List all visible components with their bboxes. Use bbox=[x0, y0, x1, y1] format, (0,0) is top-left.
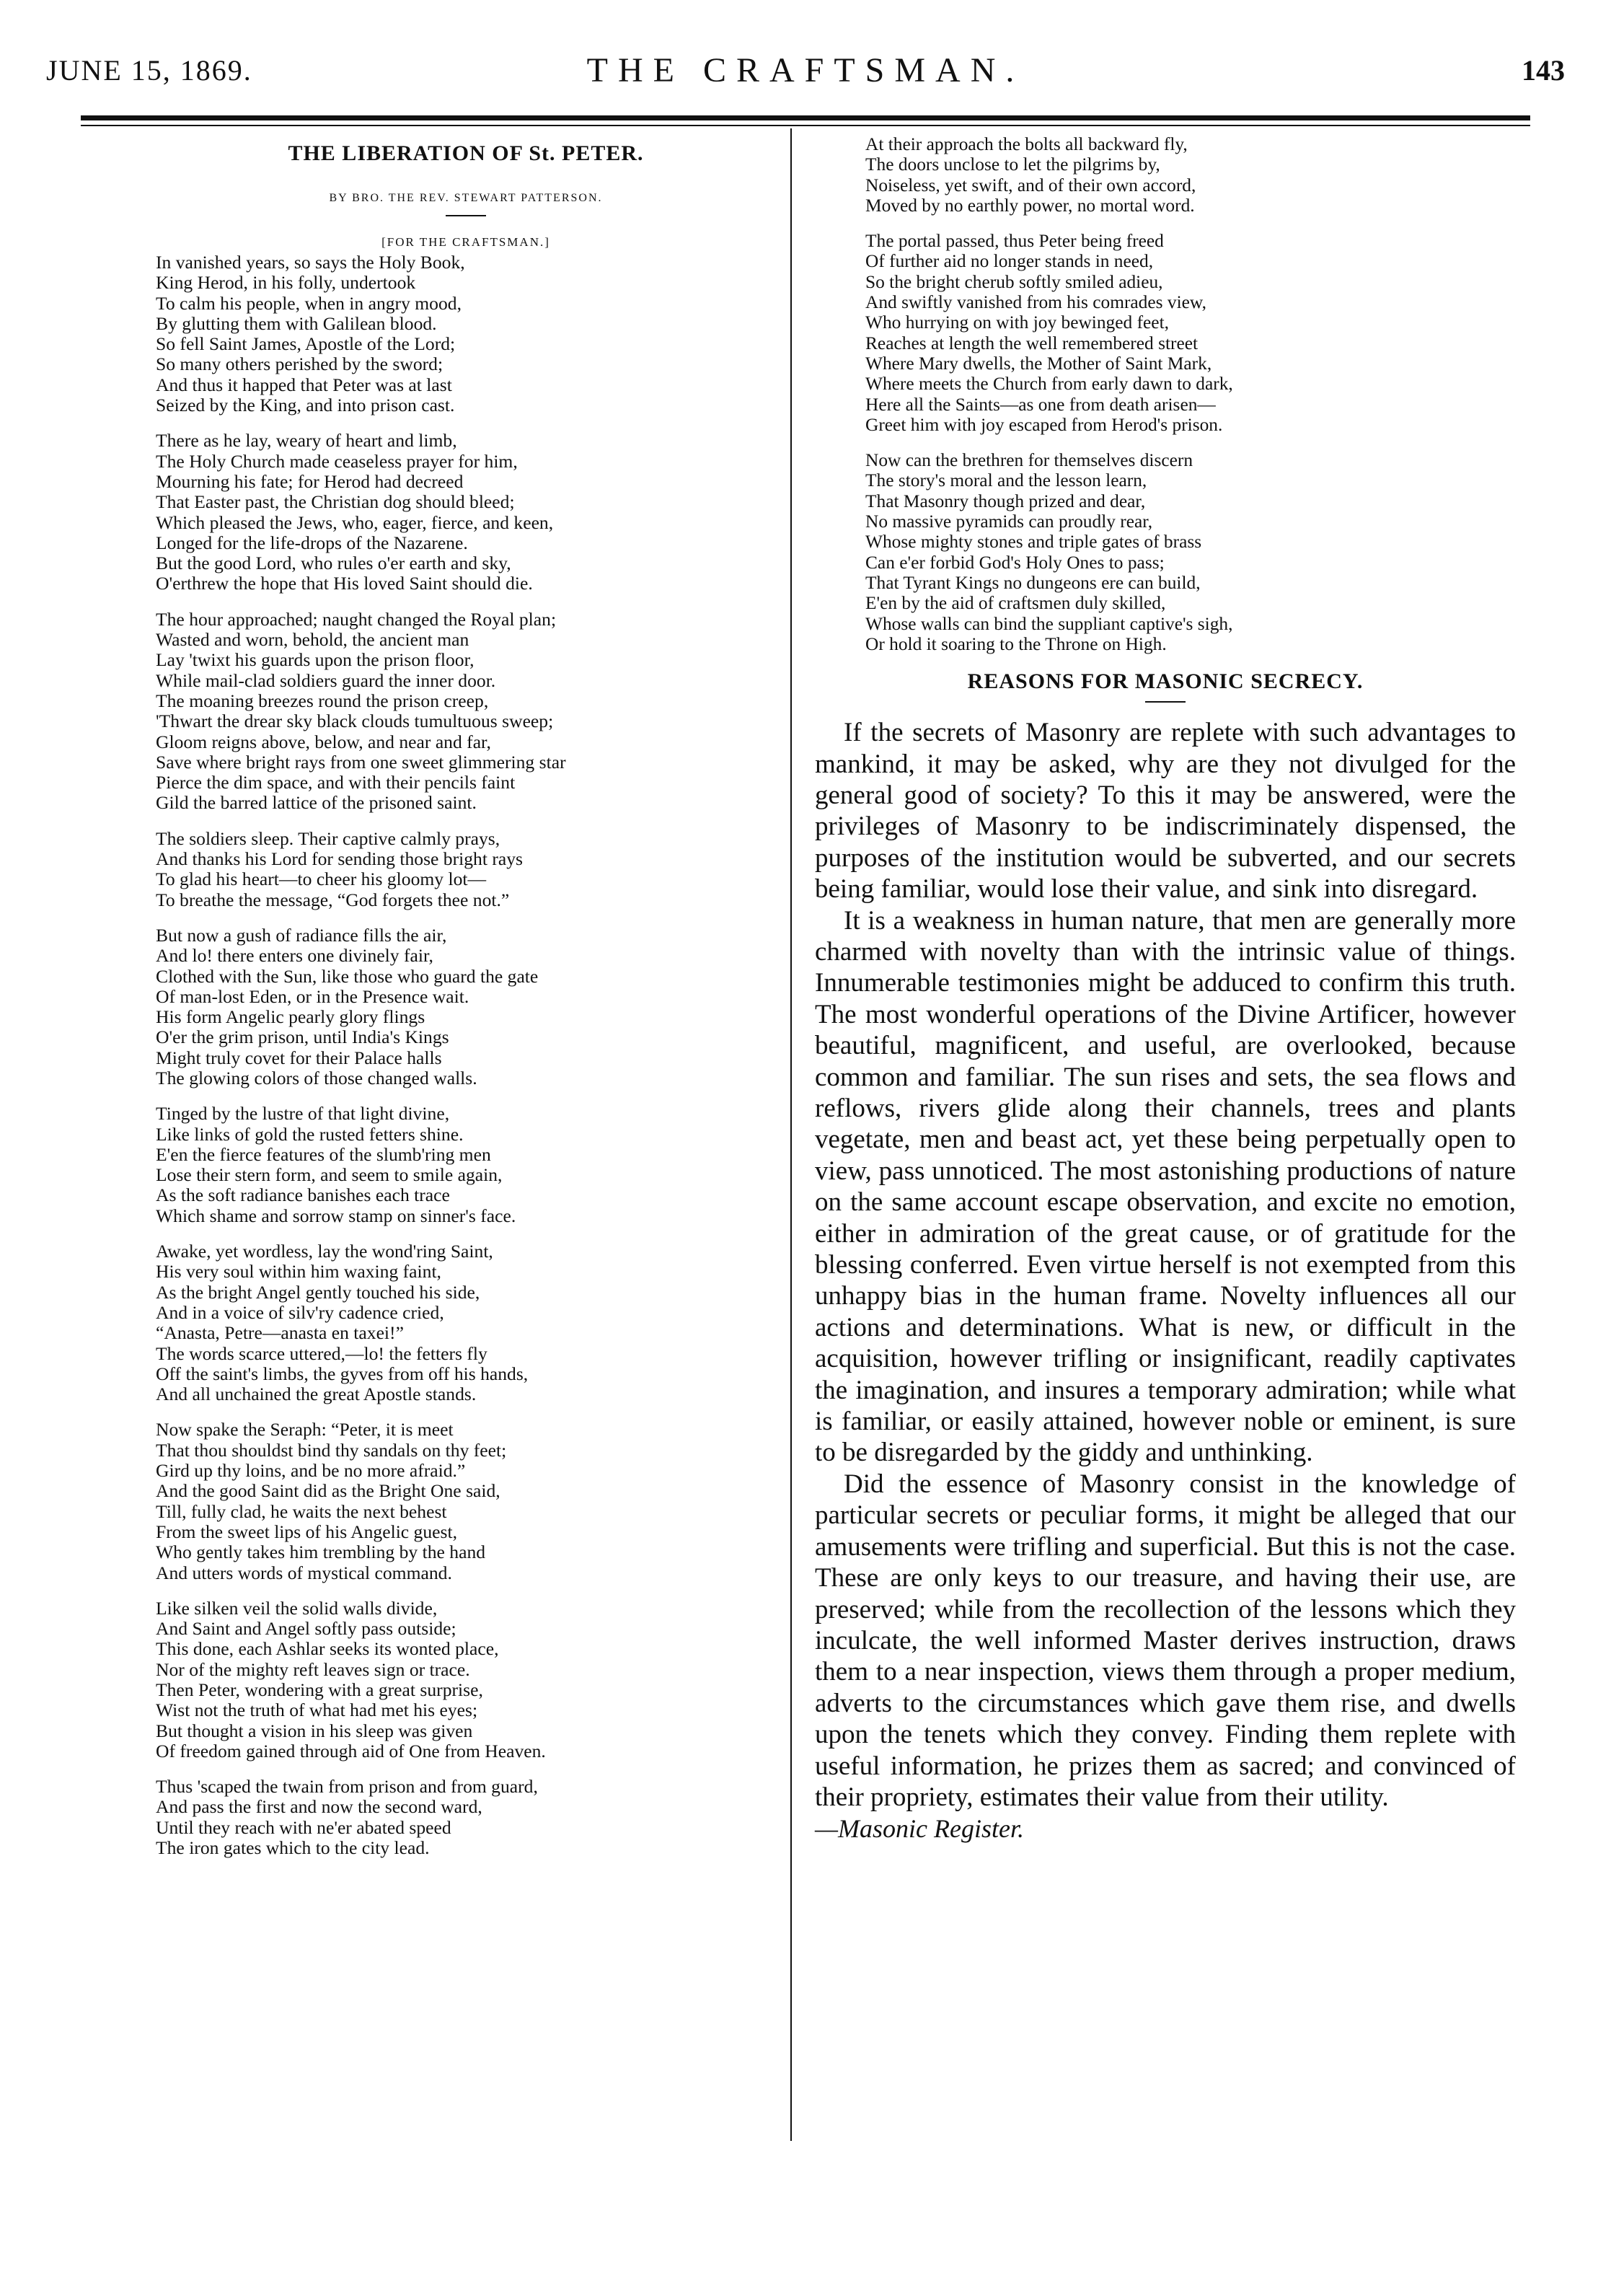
poem-stanza bbox=[865, 450, 1516, 654]
poem-line: His very soul within him waxing faint, bbox=[156, 1261, 441, 1283]
poem-line: The moaning breezes round the prison creep, bbox=[156, 690, 489, 711]
poem-stanza bbox=[156, 431, 776, 594]
poem-stanza bbox=[156, 1104, 776, 1226]
poem-line: Where meets the Church from early dawn to dark, bbox=[865, 374, 1233, 395]
poem-line: That Masonry though prized and dear, bbox=[865, 491, 1146, 511]
poem-line: Pierce the dim space, and with their pencils faint bbox=[156, 772, 516, 793]
poem-line: E'en by the aid of craftsmen duly skilled, bbox=[865, 593, 1166, 614]
poem-line: Gird up thy loins, and be no more afraid.” bbox=[156, 1460, 466, 1482]
poem-line: By glutting them with Galilean blood. bbox=[156, 312, 437, 334]
article-paragraph: It is a weakness in human nature, that men are generally more charmed with novelty than with the intrinsic value of things. Innumerable testimonies might be adduced to confirm this truth. The most wonderful operations of the Divine Artificer, however beautiful, magnificent, and useful, are overlooked, because common and familiar. The sun rises and sets, the sea flows and reflows, rivers glide along their channels, trees and plants vegetate, men and beast act, yet these being perpetually open to view, pass unnoticed. The most astonishing productions of nature on the same account escape observation, and excite no emotion, either in admiration of the great cause, or of gratitude for the blessing conferred. Even virtue herself is not exempted from this unhappy bias in the human frame. Novelty influences all our actions and determinations. What is new, or difficult in the acquisition, however trifling or insignificant, readily captivates the imagination, and insures a temporary admiration; while what is familiar, or easily attained, however noble or eminent, is sure to be disregarded by the giddy and unthinking. bbox=[815, 905, 1516, 1468]
poem-stanza bbox=[156, 829, 776, 910]
poem-line: The Holy Church made ceaseless prayer for him, bbox=[156, 450, 518, 472]
poem-line: 'Thwart the drear sky black clouds tumultuous sweep; bbox=[156, 711, 554, 732]
poem-line: And all unchained the great Apostle stands. bbox=[156, 1384, 477, 1405]
poem-line: Which shame and sorrow stamp on sinner's face. bbox=[156, 1205, 516, 1226]
right-column bbox=[815, 134, 1516, 1844]
poem-stanza bbox=[865, 231, 1516, 435]
poem-line: Tinged by the lustre of that light divine, bbox=[156, 1103, 450, 1125]
poem-line: Here all the Saints—as one from death arisen— bbox=[865, 394, 1216, 415]
poem-line: Whose mighty stones and triple gates of brass bbox=[865, 532, 1202, 553]
poem-stanza bbox=[156, 1777, 776, 1858]
poem-line: The story's moral and the lesson learn, bbox=[865, 470, 1147, 491]
poem-line: Greet him with joy escaped from Herod's prison. bbox=[865, 414, 1223, 435]
poem-stanza bbox=[156, 925, 776, 1088]
poem-line: In vanished years, so says the Holy Book, bbox=[156, 252, 465, 273]
poem-line: King Herod, in his folly, undertook bbox=[156, 272, 416, 294]
poem-line: Who gently takes him trembling by the hand bbox=[156, 1541, 486, 1563]
poem-line: Save where bright rays from one sweet glimmering star bbox=[156, 751, 566, 773]
poem-line: Of further aid no longer stands in need, bbox=[865, 251, 1154, 272]
poem-line: But thought a vision in his sleep was given bbox=[156, 1720, 473, 1741]
poem-line: Till, fully clad, he waits the next behest bbox=[156, 1500, 447, 1522]
poem-line: To glad his heart—to cheer his gloomy lot— bbox=[156, 868, 487, 890]
article-paragraph: If the secrets of Masonry are replete with such advantages to mankind, it may be asked, why are they not divulged for the general good of society? To this it may be answered, were the privileges of Masonry to be indiscriminately dispensed, the purposes of the institution would be subverted, and our secrets being familiar, would lose their value, and sink into disregard. bbox=[815, 718, 1516, 905]
poem-line: But now a gush of radiance fills the air, bbox=[156, 924, 447, 946]
article-title: REASONS FOR MASONIC SECRECY. bbox=[967, 669, 1364, 694]
poem-line: Seized by the King, and into prison cast. bbox=[156, 395, 455, 416]
poem-line: Where Mary dwells, the Mother of Saint Mark, bbox=[865, 353, 1212, 374]
poem-line: The glowing colors of those changed walls. bbox=[156, 1067, 477, 1088]
poem-line: Gild the barred lattice of the prisoned saint. bbox=[156, 792, 477, 814]
left-column bbox=[156, 134, 776, 1873]
poem-source: [FOR THE CRAFTSMAN.] bbox=[381, 235, 550, 249]
poem-line: The words scarce uttered,—lo! the fetters fly bbox=[156, 1342, 487, 1364]
poem-line: Until they reach with ne'er abated speed bbox=[156, 1816, 451, 1838]
poem-line: This done, each Ashlar seeks its wonted place, bbox=[156, 1638, 499, 1660]
poem-line: Thus 'scaped the twain from prison and from guard, bbox=[156, 1776, 538, 1798]
poem-line: Mourning his fate; for Herod had decreed bbox=[156, 470, 464, 492]
poem-title: THE LIBERATION OF St. PETER. bbox=[288, 141, 644, 165]
poem-stanzas-right bbox=[815, 134, 1516, 654]
poem-line: So fell Saint James, Apostle of the Lord; bbox=[156, 333, 456, 355]
poem-line: Awake, yet wordless, lay the wond'ring Saint, bbox=[156, 1241, 493, 1262]
poem-line: And Saint and Angel softly pass outside; bbox=[156, 1618, 456, 1640]
poem-stanza bbox=[156, 610, 776, 814]
poem-line: And thus it happed that Peter was at last bbox=[156, 374, 452, 395]
poem-line: That thou shouldst bind thy sandals on thy feet; bbox=[156, 1439, 507, 1461]
poem-stanza bbox=[156, 1598, 776, 1761]
poem-line: Nor of the mighty reft leaves sign or trace. bbox=[156, 1658, 470, 1680]
poem-line: To breathe the message, “God forgets thee not.” bbox=[156, 889, 510, 910]
poem-line: Of freedom gained through aid of One from Heaven. bbox=[156, 1740, 546, 1761]
poem-line: Reaches at length the well remembered street bbox=[865, 333, 1199, 353]
article-title-rule bbox=[1145, 701, 1186, 703]
column-divider bbox=[790, 128, 792, 2141]
poem-line: Whose walls can bind the suppliant captive's sigh, bbox=[865, 613, 1233, 634]
poem-line: And lo! there enters one divinely fair, bbox=[156, 945, 433, 967]
poem-line: Wasted and worn, behold, the ancient man bbox=[156, 629, 469, 651]
poem-line: The hour approached; naught changed the Royal plan; bbox=[156, 608, 557, 630]
poem-line: And utters words of mystical command. bbox=[156, 1562, 452, 1583]
poem-line: Might truly covet for their Palace halls bbox=[156, 1047, 442, 1068]
poem-line: And the good Saint did as the Bright One said, bbox=[156, 1480, 500, 1502]
poem-line: So many others perished by the sword; bbox=[156, 353, 443, 375]
poem-line: There as he lay, weary of heart and limb, bbox=[156, 430, 457, 452]
poem-line: Now spake the Seraph: “Peter, it is meet bbox=[156, 1419, 454, 1441]
poem-line: From the sweet lips of his Angelic guest, bbox=[156, 1521, 457, 1542]
poem-stanza bbox=[156, 252, 776, 415]
poem-stanza bbox=[865, 134, 1516, 216]
poem-line: “Anasta, Petre—anasta en taxei!” bbox=[156, 1322, 404, 1344]
poem-line: While mail-clad soldiers guard the inner door. bbox=[156, 669, 496, 691]
poem-line: So the bright cherub softly smiled adieu, bbox=[865, 271, 1163, 292]
poem-line: As the bright Angel gently touched his side, bbox=[156, 1281, 480, 1303]
poem-line: Like links of gold the rusted fetters shine. bbox=[156, 1123, 464, 1145]
masthead: THE CRAFTSMAN. bbox=[586, 51, 1025, 89]
byline-rule bbox=[446, 215, 486, 216]
poem-line: Or hold it soaring to the Throne on High. bbox=[865, 633, 1167, 654]
poem-line: Clothed with the Sun, like those who guard the gate bbox=[156, 965, 539, 987]
poem-line: And swiftly vanished from his comrades view, bbox=[865, 292, 1206, 313]
poem-byline: BY BRO. THE REV. STEWART PATTERSON. bbox=[329, 192, 603, 204]
poem-line: At their approach the bolts all backward fly, bbox=[865, 134, 1188, 154]
poem-line: That Tyrant Kings no dungeons ere can build, bbox=[865, 572, 1201, 593]
poem-line: The soldiers sleep. Their captive calmly prays, bbox=[156, 827, 500, 849]
poem-line: Which pleased the Jews, who, eager, fierce, and keen, bbox=[156, 511, 554, 533]
poem-line: No massive pyramids can proudly rear, bbox=[865, 511, 1153, 532]
poem-line: And thanks his Lord for sending those bright rays bbox=[156, 848, 523, 870]
poem-line: Moved by no earthly power, no mortal word. bbox=[865, 195, 1195, 216]
poem-line: Wist not the truth of what had met his eyes; bbox=[156, 1699, 478, 1721]
poem-line: Off the saint's limbs, the gyves from off his hands, bbox=[156, 1363, 529, 1384]
poem-line: And in a voice of silv'ry cadence cried, bbox=[156, 1301, 444, 1323]
poem-line: Of man-lost Eden, or in the Presence wait. bbox=[156, 985, 469, 1007]
poem-line: The iron gates which to the city lead. bbox=[156, 1837, 430, 1859]
poem-line: Like silken veil the solid walls divide, bbox=[156, 1597, 438, 1619]
poem-line: To calm his people, when in angry mood, bbox=[156, 292, 462, 314]
article-citation: —Masonic Register. bbox=[815, 1814, 1024, 1844]
poem-line: The doors unclose to let the pilgrims by, bbox=[865, 154, 1160, 175]
poem-line: Then Peter, wondering with a great surprise, bbox=[156, 1679, 483, 1700]
poem-line: O'er the grim prison, until India's Kings bbox=[156, 1026, 449, 1048]
poem-line: O'erthrew the hope that His loved Saint should die. bbox=[156, 573, 533, 594]
issue-date: JUNE 15, 1869. bbox=[46, 54, 252, 87]
poem-line: As the soft radiance banishes each trace bbox=[156, 1184, 450, 1206]
article-paragraph: Did the essence of Masonry consist in the knowledge of particular secrets or peculiar forms, it might be alleged that our amusements were trifling and superficial. But this is not the case. These are only keys to our treasure, and having their use, are preserved; while from the recollection of the lessons which they inculcate, the well informed Master derives instruction, draws them to a near inspection, views them through a proper medium, adverts to the circumstances which gave them rise, and dwells upon the tenets which they convey. Finding them replete with useful information, he prizes them as sacred; and convinced of their propriety, estimates their value from their utility. bbox=[815, 1469, 1516, 1812]
poem-line: The portal passed, thus Peter being freed bbox=[865, 231, 1164, 252]
header-rule-thick bbox=[81, 115, 1530, 120]
poem-line: His form Angelic pearly glory flings bbox=[156, 1006, 425, 1028]
poem-line: Gloom reigns above, below, and near and far, bbox=[156, 731, 491, 752]
poem-line: Lay 'twixt his guards upon the prison floor, bbox=[156, 649, 475, 671]
poem-line: Lose their stern form, and seem to smile again, bbox=[156, 1164, 503, 1186]
poem-line: Who hurrying on with joy bewinged feet, bbox=[865, 312, 1169, 333]
poem-line: Now can the brethren for themselves discern bbox=[865, 450, 1193, 471]
header-rule-thin bbox=[81, 125, 1530, 126]
poem-line: E'en the fierce features of the slumb'ring men bbox=[156, 1143, 491, 1165]
poem-line: That Easter past, the Christian dog should bleed; bbox=[156, 491, 515, 513]
page-number: 143 bbox=[1522, 54, 1565, 87]
poem-line: And pass the first and now the second ward, bbox=[156, 1796, 482, 1818]
page-header bbox=[46, 48, 1565, 98]
poem-line: Can e'er forbid God's Holy Ones to pass; bbox=[865, 552, 1165, 573]
poem-line: Noiseless, yet swift, and of their own accord, bbox=[865, 175, 1196, 195]
article-body bbox=[815, 717, 1516, 1813]
poem-line: Longed for the life-drops of the Nazarene. bbox=[156, 532, 468, 553]
poem-stanzas-left bbox=[156, 252, 776, 1858]
poem-stanza bbox=[156, 1241, 776, 1404]
poem-stanza bbox=[156, 1420, 776, 1583]
poem-line: But the good Lord, who rules o'er earth and sky, bbox=[156, 553, 511, 574]
